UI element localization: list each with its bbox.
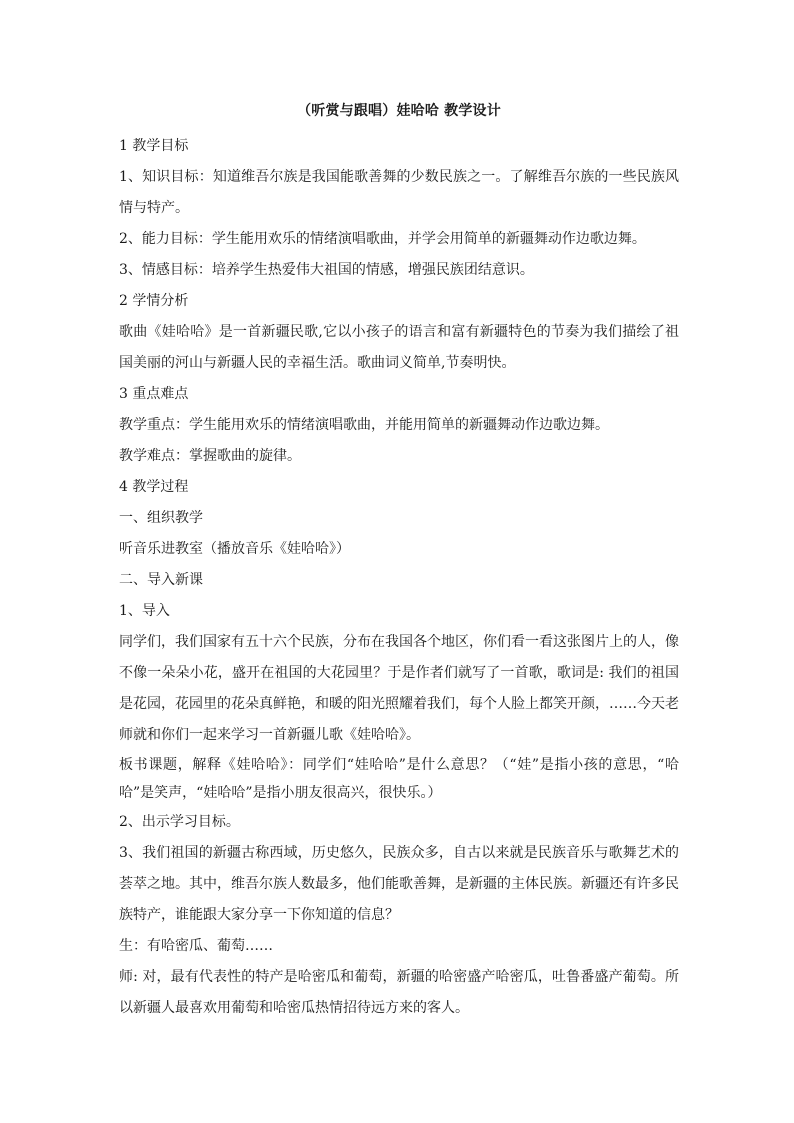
subheading-organize: 一、组织教学 xyxy=(119,510,203,526)
paragraph-intro-text: 同学们，我们国家有五十六个民族，分布在我国各个地区，你们看一看这张图片上的人，像不像一朵朵小花，盛开在祖国的大花园里？于是作者们就写了一首歌，歌词是: 我们的祖国是花园，花园里的花朵真鲜艳，和暖的阳光照耀着我们，每个人脸上都笑开颜，……今天老师就和你们一起来学习一首新疆儿歌《娃哈哈》。 xyxy=(119,634,679,743)
paragraph-ability-goal: 2、能力目标：学生能用欢乐的情绪演唱歌曲，并学会用简单的新疆舞动作边歌边舞。 xyxy=(119,231,646,247)
paragraph-show-goals: 2、出示学习目标。 xyxy=(119,814,240,830)
section-heading-key-points: 3 重点难点 xyxy=(119,386,189,402)
paragraph-emotion-goal: 3、情感目标：培养学生热爱伟大祖国的情感，增强民族团结意识。 xyxy=(119,262,534,278)
paragraph-xinjiang-intro: 3、我们祖国的新疆古称西域，历史悠久，民族众多，自古以来就是民族音乐与歌舞艺术的荟萃之地。其中，维吾尔族人数最多，他们能歌善舞，是新疆的主体民族。新疆还有许多民族特产，谁能跟大家分享一下你知道的信息？ xyxy=(119,845,679,923)
section-heading-objectives: 1 教学目标 xyxy=(119,138,189,154)
paragraph-knowledge-goal: 1、知识目标：知道维吾尔族是我国能歌善舞的少数民族之一。了解维吾尔族的一些民族风情与特产。 xyxy=(119,169,679,216)
paragraph-student-answer: 生：有哈密瓜、葡萄…… xyxy=(119,938,273,954)
subheading-introduce: 二、导入新课 xyxy=(119,572,203,588)
paragraph-enter-classroom: 听音乐进教室（播放音乐《娃哈哈》） xyxy=(119,541,350,557)
section-heading-analysis: 2 学情分析 xyxy=(119,293,189,309)
document-page xyxy=(119,99,679,1024)
paragraph-difficult-point: 教学难点：掌握歌曲的旋律。 xyxy=(119,448,301,464)
paragraph-board-title: 板书课题，解释《娃哈哈》：同学们“娃哈哈”是什么意思？（“娃”是指小孩的意思，“哈哈”是笑声，“娃哈哈”是指小朋友很高兴，很快乐。） xyxy=(119,757,679,801)
subheading-intro-step: 1、导入 xyxy=(119,603,170,619)
section-heading-process: 4 教学过程 xyxy=(119,479,189,495)
paragraph-teacher-answer: 师: 对，最有代表性的特产是哈密瓜和葡萄，新疆的哈密盛产哈密瓜，吐鲁番盛产葡萄。所以新疆人最喜欢用葡萄和哈密瓜热情招待远方来的客人。 xyxy=(119,969,679,1016)
paragraph-key-point: 教学重点：学生能用欢乐的情绪演唱歌曲，并能用简单的新疆舞动作边歌边舞。 xyxy=(119,417,609,433)
paragraph-song-analysis: 歌曲《娃哈哈》是一首新疆民歌,它以小孩子的语言和富有新疆特色的节奏为我们描绘了祖国美丽的河山与新疆人民的幸福生活。歌曲词义简单,节奏明快。 xyxy=(119,324,679,371)
document-title: （听赏与跟唱）娃哈哈 教学设计 xyxy=(297,103,501,119)
